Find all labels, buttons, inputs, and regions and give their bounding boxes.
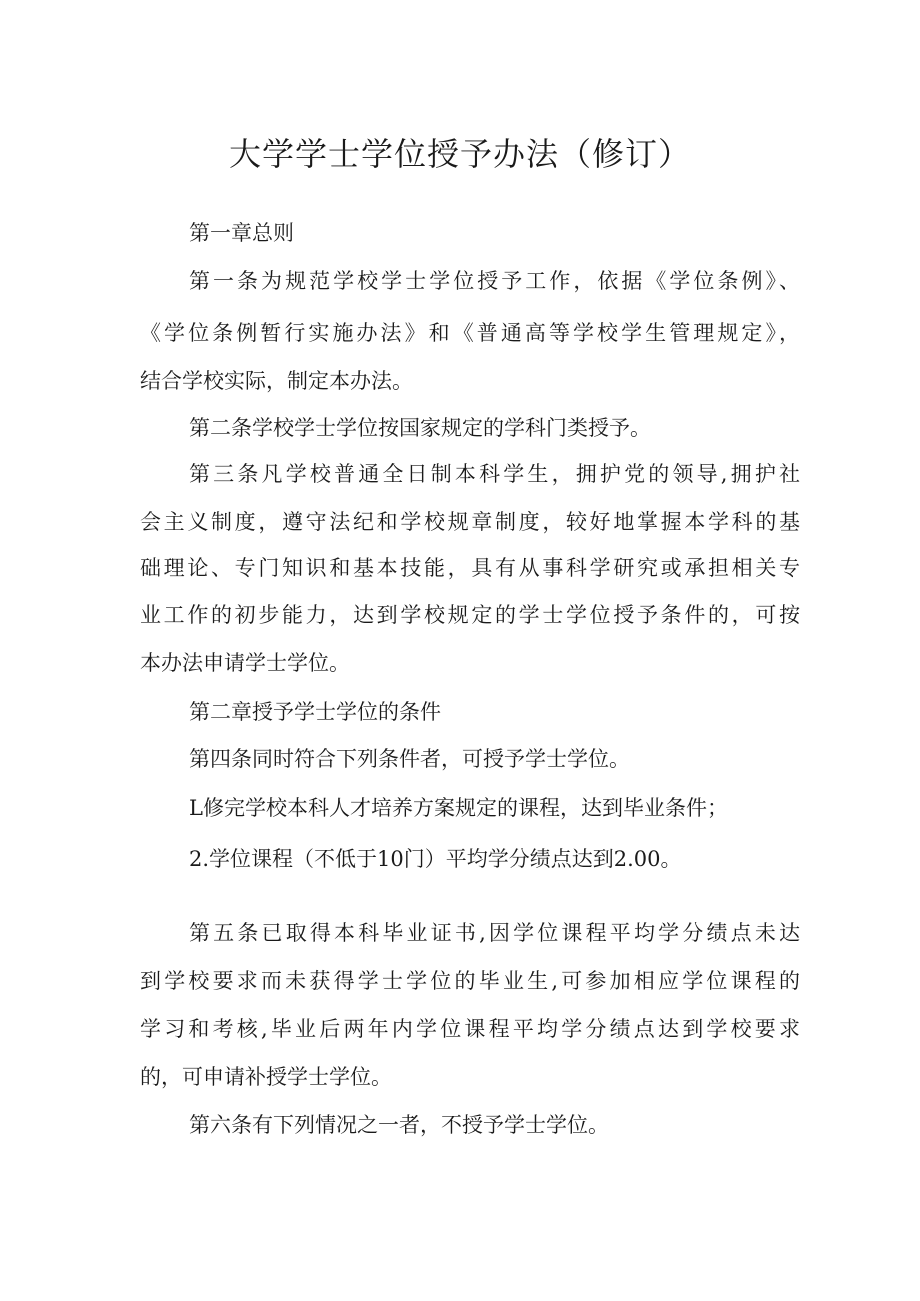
article-5-line-1: 第五条已取得本科毕业证书,因学位课程平均学分绩点未达 (189, 921, 800, 945)
article-1-line-3: 结合学校实际，制定本办法。 (140, 369, 413, 393)
article-6: 第六条有下列情况之一者，不授予学士学位。 (189, 1113, 609, 1137)
article-5-line-4: 的，可申请补授学士学位。 (140, 1065, 392, 1089)
article-1-line-2: 《学位条例暂行实施办法》和《普通高等学校学生管理规定》， (140, 321, 800, 345)
article-3-line-5: 本办法申请学士学位。 (140, 651, 350, 675)
article-3-line-3: 础理论、专门知识和基本技能，具有从事科学研究或承担相关专 (140, 556, 800, 580)
article-1-line-1: 第一条为规范学校学士学位授予工作，依据《学位条例》、 (189, 269, 800, 293)
article-4: 第四条同时符合下列条件者，可授予学士学位。 (189, 747, 630, 771)
article-3-line-2: 会主义制度，遵守法纪和学校规章制度，较好地掌握本学科的基 (140, 510, 800, 534)
chapter-heading-1: 第一章总则 (189, 221, 294, 245)
article-3-line-1: 第三条凡学校普通全日制本科学生，拥护党的领导,拥护社 (189, 462, 800, 486)
document-title: 大学学士学位授予办法（修订） (228, 135, 691, 173)
condition-1: L修完学校本科人才培养方案规定的课程，达到毕业条件； (189, 796, 728, 820)
article-5-line-2: 到学校要求而未获得学士学位的毕业生,可参加相应学位课程的 (140, 969, 800, 993)
article-5-line-3: 学习和考核,毕业后两年内学位课程平均学分绩点达到学校要求 (140, 1017, 800, 1041)
article-3-line-4: 业工作的初步能力，达到学校规定的学士学位授予条件的，可按 (140, 603, 800, 627)
condition-2: 2.学位课程（不低于10门）平均学分绩点达到2.00。 (189, 847, 682, 871)
article-2: 第二条学校学士学位按国家规定的学科门类授予。 (189, 416, 651, 440)
chapter-heading-2: 第二章授予学士学位的条件 (189, 700, 441, 724)
